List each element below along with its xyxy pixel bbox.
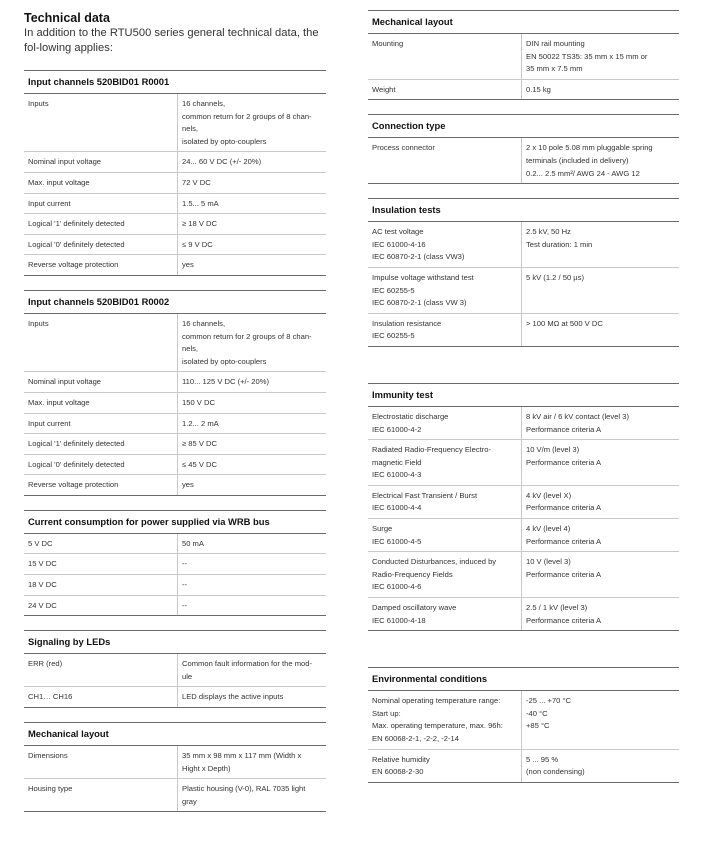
- spec-table: [24, 654, 326, 707]
- spec-value: [178, 654, 327, 687]
- label-line: 18 V DC: [28, 580, 57, 590]
- label-line: Conducted Disturbances, induced by: [372, 557, 497, 567]
- spec-value: [178, 746, 327, 779]
- spec-value: [178, 554, 327, 575]
- label-line: IEC 61000-4-3: [372, 470, 422, 480]
- value-line: ≤ 45 V DC: [182, 459, 217, 469]
- spec-label: [24, 654, 178, 687]
- spec-label: [368, 485, 522, 518]
- table-row: [24, 687, 326, 707]
- value-line: --: [182, 559, 188, 569]
- table-row: [24, 595, 326, 615]
- value-line: nels,: [182, 344, 199, 354]
- value-line: LED displays the active inputs: [182, 692, 284, 702]
- label-line: ERR (red): [28, 659, 63, 669]
- value-line: Performance criteria A: [526, 457, 602, 467]
- table-row: [368, 552, 679, 598]
- section-title: Mechanical layout: [24, 723, 326, 746]
- section-title: Environmental conditions: [368, 668, 679, 691]
- page-title: Technical data: [24, 11, 110, 25]
- label-line: 15 V DC: [28, 559, 57, 569]
- spec-label: [24, 534, 178, 554]
- value-line: +85 °C: [526, 721, 550, 731]
- value-line: 16 channels,: [182, 99, 226, 108]
- label-line: Mounting: [372, 39, 404, 48]
- value-line: 110... 125 V DC (+/- 20%): [182, 377, 270, 387]
- spec-section: [368, 10, 679, 100]
- table-row: [368, 222, 679, 267]
- section-title: Input channels 520BID01 R0001: [24, 71, 326, 94]
- label-line: 5 V DC: [28, 538, 53, 548]
- spec-label: [24, 454, 178, 475]
- spec-table: [24, 746, 326, 811]
- spec-value: [178, 595, 327, 615]
- label-line: IEC 60870-2-1 (class VW 3): [372, 298, 467, 308]
- section-title: Input channels 520BID01 R0002: [24, 291, 326, 314]
- spec-label: [24, 595, 178, 615]
- value-line: 50 mA: [182, 538, 204, 548]
- table-row: [24, 554, 326, 575]
- label-line: Electrostatic discharge: [372, 411, 449, 421]
- value-line: ule: [182, 671, 193, 681]
- spec-value: [178, 372, 327, 393]
- table-row: [368, 313, 679, 346]
- table-row: [24, 94, 326, 152]
- value-line: gray: [182, 796, 197, 806]
- spec-label: [24, 746, 178, 779]
- table-row: [368, 79, 679, 99]
- value-line: Performance criteria A: [526, 615, 602, 625]
- table-row: [368, 485, 679, 518]
- label-line: Relative humidity: [372, 754, 430, 764]
- value-line: common return for 2 groups of 8 chan-: [182, 111, 312, 121]
- table-row: [24, 152, 326, 173]
- label-line: Inputs: [28, 99, 49, 108]
- spec-label: [368, 519, 522, 552]
- spec-label: [24, 314, 178, 372]
- label-line: Housing type: [28, 784, 73, 794]
- spec-value: [178, 454, 327, 475]
- value-line: Performance criteria A: [526, 503, 602, 513]
- table-row: [24, 746, 326, 779]
- spec-label: [24, 434, 178, 455]
- label-line: Max. input voltage: [28, 397, 90, 407]
- spec-value: [178, 152, 327, 173]
- table-row: [24, 475, 326, 495]
- value-line: 5 kV (1.2 / 50 µs): [526, 272, 584, 282]
- table-row: [24, 172, 326, 193]
- table-row: [24, 255, 326, 275]
- spec-table: [368, 222, 679, 346]
- value-line: 1.2... 2 mA: [182, 418, 219, 428]
- value-line: 4 kV (level 4): [526, 524, 571, 534]
- spec-label: [24, 413, 178, 434]
- value-line: 0.15 kg: [526, 84, 551, 94]
- label-line: Nominal operating temperature range:: [372, 696, 501, 706]
- value-line: isolated by opto-couplers: [182, 136, 267, 146]
- spec-value: [522, 440, 680, 486]
- value-line: yes: [182, 260, 194, 270]
- spec-label: [24, 575, 178, 596]
- value-line: -25 ... +70 °C: [526, 696, 572, 706]
- value-line: nels,: [182, 124, 199, 134]
- spec-label: [368, 222, 522, 267]
- spec-value: [522, 749, 680, 782]
- value-line: 10 V (level 3): [526, 557, 571, 567]
- label-line: IEC 61000-4-2: [372, 424, 422, 434]
- table-row: [24, 434, 326, 455]
- spec-label: [24, 554, 178, 575]
- spec-section: [368, 667, 679, 783]
- table-row: [24, 234, 326, 255]
- value-line: yes: [182, 480, 194, 490]
- spec-label: [368, 440, 522, 486]
- label-line: Max. operating temperature, max. 96h:: [372, 721, 503, 731]
- value-line: 5 ... 95 %: [526, 754, 559, 764]
- label-line: IEC 60870-2-1 (class VW3): [372, 252, 465, 262]
- table-row: [368, 267, 679, 313]
- spec-label: [24, 255, 178, 275]
- spec-value: [522, 222, 680, 267]
- spec-section: [24, 510, 326, 616]
- value-line: 0.2... 2.5 mm²/ AWG 24 - AWG 12: [526, 168, 640, 178]
- value-line: 8 kV air / 6 kV contact (level 3): [526, 411, 629, 421]
- spec-value: [522, 79, 680, 99]
- spec-value: [178, 687, 327, 707]
- table-row: [24, 413, 326, 434]
- label-line: Impulse voltage withstand test: [372, 272, 474, 282]
- spec-table: [24, 314, 326, 495]
- spec-label: [24, 779, 178, 812]
- spec-value: [178, 575, 327, 596]
- spec-label: [24, 475, 178, 495]
- spec-table: [24, 94, 326, 275]
- value-line: 72 V DC: [182, 177, 211, 187]
- left-column: [24, 0, 326, 812]
- label-line: IEC 61000-4-16: [372, 239, 426, 249]
- spec-label: [368, 691, 522, 749]
- value-line: terminals (included in delivery): [526, 155, 629, 165]
- label-line: Start up:: [372, 708, 401, 718]
- spec-table: [368, 691, 679, 782]
- label-line: Radio-Frequency Fields: [372, 569, 453, 579]
- value-line: 4 kV (level X): [526, 490, 572, 500]
- table-row: [24, 193, 326, 214]
- section-title: Insulation tests: [368, 199, 679, 222]
- label-line: CH1… CH16: [28, 692, 73, 702]
- spec-value: [178, 94, 327, 152]
- spec-value: [178, 392, 327, 413]
- spec-section: [24, 630, 326, 708]
- value-line: --: [182, 580, 188, 590]
- label-line: Inputs: [28, 318, 49, 328]
- spec-label: [24, 214, 178, 235]
- spec-value: [522, 267, 680, 313]
- value-line: 10 V/m (level 3): [526, 445, 580, 455]
- label-line: IEC 60255-5: [372, 285, 415, 295]
- spec-label: [24, 94, 178, 152]
- spec-label: [368, 138, 522, 183]
- spec-label: [24, 152, 178, 173]
- table-row: [368, 519, 679, 552]
- value-line: common return for 2 groups of 8 chan-: [182, 331, 312, 341]
- value-line: Common fault information for the mod-: [182, 659, 312, 669]
- label-line: Process connector: [372, 143, 435, 153]
- section-title: Signaling by LEDs: [24, 631, 326, 654]
- section-title: Mechanical layout: [368, 11, 679, 34]
- value-line: ≥ 18 V DC: [182, 219, 217, 229]
- spec-label: [368, 598, 522, 631]
- spec-value: [522, 34, 680, 79]
- spec-label: [368, 34, 522, 79]
- spec-value: [178, 172, 327, 193]
- spec-value: [522, 313, 680, 346]
- table-row: [368, 440, 679, 486]
- value-line: 150 V DC: [182, 397, 215, 407]
- table-row: [368, 691, 679, 749]
- spec-section: [24, 70, 326, 276]
- table-row: [368, 407, 679, 440]
- value-line: 35 mm x 98 mm x 117 mm (Width x: [182, 751, 302, 761]
- table-row: [24, 575, 326, 596]
- label-line: Max. input voltage: [28, 177, 90, 187]
- spec-label: [368, 79, 522, 99]
- spec-value: [522, 691, 680, 749]
- value-line: Test duration: 1 min: [526, 239, 593, 249]
- spec-label: [24, 234, 178, 255]
- value-line: ≥ 85 V DC: [182, 439, 217, 449]
- spec-label: [368, 313, 522, 346]
- label-line: Logical '0' definitely detected: [28, 459, 125, 469]
- spec-label: [24, 172, 178, 193]
- value-line: Plastic housing (V-0), RAL 7035 light: [182, 784, 306, 794]
- spec-table: [368, 407, 679, 630]
- value-line: 16 channels,: [182, 318, 226, 328]
- value-line: 35 mm x 7.5 mm: [526, 64, 583, 74]
- value-line: 24... 60 V DC (+/- 20%): [182, 157, 262, 167]
- value-line: 1.5... 5 mA: [182, 198, 219, 208]
- label-line: Damped oscillatory wave: [372, 603, 457, 613]
- table-row: [24, 454, 326, 475]
- right-sections: [368, 10, 679, 783]
- label-line: EN 60068-2-1, -2-2, -2-14: [372, 734, 459, 743]
- label-line: Electrical Fast Transient / Burst: [372, 490, 478, 500]
- value-line: Hight x Depth): [182, 763, 231, 773]
- spec-label: [24, 687, 178, 707]
- label-line: Radiated Radio-Frequency Electro-: [372, 445, 492, 455]
- spec-label: [368, 407, 522, 440]
- value-line: 2.5 kV, 50 Hz: [526, 227, 571, 237]
- spec-label: [24, 193, 178, 214]
- spec-value: [178, 534, 327, 554]
- section-title: Connection type: [368, 115, 679, 138]
- value-line: (non condensing): [526, 767, 585, 777]
- value-line: isolated by opto-couplers: [182, 356, 267, 366]
- table-row: [24, 314, 326, 372]
- spec-value: [522, 598, 680, 631]
- spec-value: [178, 434, 327, 455]
- label-line: IEC 61000-4-5: [372, 536, 422, 546]
- value-line: Performance criteria A: [526, 569, 602, 579]
- label-line: IEC 60255-5: [372, 331, 415, 341]
- label-line: Nominal input voltage: [28, 157, 102, 167]
- spec-value: [178, 475, 327, 495]
- label-line: Logical '1' definitely detected: [28, 439, 125, 449]
- spec-label: [24, 372, 178, 393]
- spec-value: [178, 234, 327, 255]
- spec-label: [368, 749, 522, 782]
- label-line: IEC 61000-4-18: [372, 615, 426, 625]
- label-line: Input current: [28, 418, 71, 428]
- table-row: [368, 34, 679, 79]
- spec-section: [368, 198, 679, 347]
- value-line: Performance criteria A: [526, 424, 602, 434]
- label-line: Surge: [372, 524, 393, 534]
- spec-section: [24, 290, 326, 496]
- value-line: ≤ 9 V DC: [182, 239, 213, 249]
- spec-value: [522, 552, 680, 598]
- label-line: Reverse voltage protection: [28, 260, 119, 270]
- spec-value: [178, 214, 327, 235]
- spec-label: [368, 267, 522, 313]
- intro-text: In addition to the RTU500 series general technical data, the fol-lowing applies:: [24, 27, 319, 54]
- value-line: DIN rail mounting: [526, 39, 585, 48]
- spec-table: [368, 138, 679, 183]
- spec-value: [178, 193, 327, 214]
- label-line: Weight: [372, 84, 396, 94]
- label-line: Reverse voltage protection: [28, 480, 119, 490]
- spec-table: [368, 34, 679, 99]
- label-line: Insulation resistance: [372, 318, 442, 328]
- label-line: magnetic Field: [372, 457, 422, 467]
- spec-section: [368, 383, 679, 631]
- value-line: -40 °C: [526, 708, 548, 718]
- spec-section: [368, 114, 679, 184]
- table-row: [368, 598, 679, 631]
- table-row: [24, 779, 326, 812]
- section-title: Current consumption for power supplied via WRB bus: [24, 511, 326, 534]
- right-column: [368, 0, 679, 783]
- table-row: [24, 214, 326, 235]
- spec-value: [522, 485, 680, 518]
- label-line: Logical '0' definitely detected: [28, 239, 125, 249]
- spec-value: [178, 314, 327, 372]
- spec-value: [178, 413, 327, 434]
- spec-value: [178, 255, 327, 275]
- label-line: AC test voltage: [372, 227, 424, 237]
- spec-section: [24, 722, 326, 812]
- spec-value: [522, 407, 680, 440]
- label-line: Dimensions: [28, 751, 68, 761]
- spec-value: [522, 138, 680, 183]
- spec-label: [24, 392, 178, 413]
- label-line: Input current: [28, 198, 71, 208]
- spec-value: [178, 779, 327, 812]
- value-line: 2.5 / 1 kV (level 3): [526, 603, 588, 613]
- label-line: 24 V DC: [28, 600, 57, 610]
- table-row: [24, 534, 326, 554]
- table-row: [368, 749, 679, 782]
- spec-value: [522, 519, 680, 552]
- value-line: 2 x 10 pole 5.08 mm pluggable spring: [526, 143, 653, 153]
- table-row: [24, 654, 326, 687]
- label-line: IEC 61000-4-4: [372, 503, 422, 513]
- label-line: Logical '1' definitely detected: [28, 219, 125, 229]
- value-line: Performance criteria A: [526, 536, 602, 546]
- label-line: IEC 61000-4-6: [372, 582, 422, 592]
- table-row: [24, 392, 326, 413]
- value-line: --: [182, 600, 188, 610]
- value-line: EN 50022 TS35: 35 mm x 15 mm or: [526, 51, 648, 61]
- value-line: > 100 MΩ at 500 V DC: [526, 318, 603, 328]
- table-row: [368, 138, 679, 183]
- left-sections: [24, 70, 326, 812]
- label-line: EN 60068-2-30: [372, 767, 424, 777]
- section-title: Immunity test: [368, 384, 679, 407]
- label-line: Nominal input voltage: [28, 377, 102, 387]
- spec-label: [368, 552, 522, 598]
- table-row: [24, 372, 326, 393]
- spec-table: [24, 534, 326, 615]
